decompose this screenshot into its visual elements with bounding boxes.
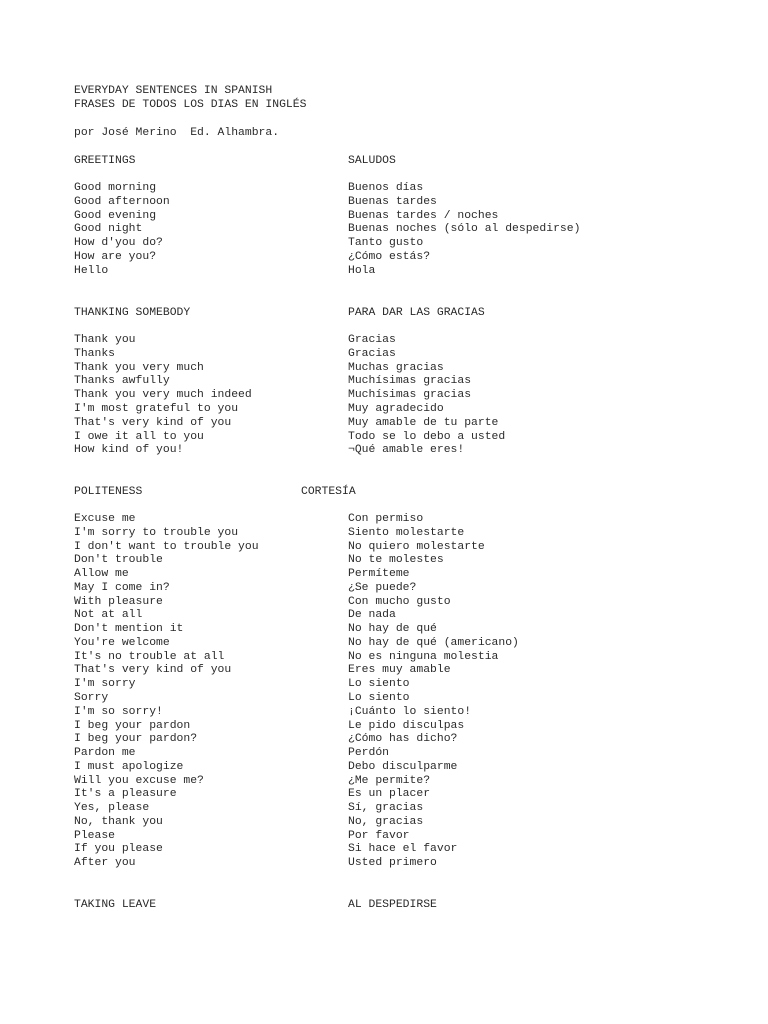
phrase-en: Good night <box>74 223 143 235</box>
phrase-es: ¿Me permite? <box>348 775 431 787</box>
section-heading-es: PARA DAR LAS GRACIAS <box>348 307 485 319</box>
section-heading-en: THANKING SOMEBODY <box>74 307 191 319</box>
phrase-es: Buenos días <box>348 182 424 194</box>
phrase-en: How are you? <box>74 251 157 263</box>
phrase-es: Gracias <box>348 334 396 346</box>
phrase-en: Pardon me <box>74 747 136 759</box>
document-author: por José Merino Ed. Alhambra. <box>74 127 280 139</box>
phrase-es: Muchas gracias <box>348 362 444 374</box>
phrase-en: Excuse me <box>74 513 136 525</box>
phrase-en: Thank you very much indeed <box>74 389 252 401</box>
phrase-en: I beg your pardon <box>74 720 191 732</box>
phrase-es: Usted primero <box>348 857 437 869</box>
phrase-es: Buenas tardes / noches <box>348 210 499 222</box>
phrase-en: Thanks <box>74 348 116 360</box>
phrase-es: No te molestes <box>348 554 444 566</box>
phrase-en: Sorry <box>74 692 109 704</box>
phrase-en: I'm sorry to trouble you <box>74 527 239 539</box>
phrase-en: Don't mention it <box>74 623 184 635</box>
phrase-en: I'm most grateful to you <box>74 403 239 415</box>
phrase-en: After you <box>74 857 136 869</box>
phrase-en: Not at all <box>74 609 143 621</box>
phrase-es: Buenas noches (sólo al despedirse) <box>348 223 581 235</box>
phrase-es: No hay de qué (americano) <box>348 637 519 649</box>
section-heading-en: GREETINGS <box>74 155 136 167</box>
phrase-en: Yes, please <box>74 802 150 814</box>
phrase-es: Buenas tardes <box>348 196 437 208</box>
phrase-es: Tanto gusto <box>348 237 424 249</box>
phrase-en: Hello <box>74 265 109 277</box>
phrase-en: Will you excuse me? <box>74 775 204 787</box>
phrase-en: Please <box>74 830 116 842</box>
phrase-es: Muchísimas gracias <box>348 375 472 387</box>
phrase-en: That's very kind of you <box>74 664 232 676</box>
phrase-es: Muchísimas gracias <box>348 389 472 401</box>
section-heading-en: TAKING LEAVE <box>74 899 157 911</box>
phrase-es: Con permiso <box>348 513 424 525</box>
phrase-es: No es ninguna molestia <box>348 651 499 663</box>
phrase-en: How kind of you! <box>74 444 184 456</box>
phrase-en: You're welcome <box>74 637 170 649</box>
phrase-es: Por favor <box>348 830 410 842</box>
phrase-en: It's a pleasure <box>74 788 177 800</box>
phrase-es: Lo siento <box>348 692 410 704</box>
phrase-en: How d'you do? <box>74 237 163 249</box>
phrase-es: Perdón <box>348 747 390 759</box>
phrase-es: ¬Qué amable eres! <box>348 444 465 456</box>
document-title-en: EVERYDAY SENTENCES IN SPANISH <box>74 85 273 97</box>
phrase-en: Good morning <box>74 182 157 194</box>
phrase-en: If you please <box>74 843 163 855</box>
phrase-es: No, gracias <box>348 816 424 828</box>
section-heading-es: AL DESPEDIRSE <box>348 899 437 911</box>
phrase-en: Good evening <box>74 210 157 222</box>
phrase-es: Hola <box>348 265 376 277</box>
section-heading-es: SALUDOS <box>348 155 396 167</box>
phrase-es: Lo siento <box>348 678 410 690</box>
phrase-es: Le pido disculpas <box>348 720 465 732</box>
phrase-es: No hay de qué <box>348 623 437 635</box>
phrase-en: I must apologize <box>74 761 184 773</box>
phrase-es: Muy amable de tu parte <box>348 417 499 429</box>
phrase-en: Thank you very much <box>74 362 204 374</box>
phrase-es: ¿Cómo estás? <box>348 251 431 263</box>
phrase-es: Debo disculparme <box>348 761 458 773</box>
phrase-es: Eres muy amable <box>348 664 451 676</box>
section-heading-en: POLITENESS <box>74 486 143 498</box>
phrase-en: May I come in? <box>74 582 170 594</box>
phrase-es: Si hace el favor <box>348 843 458 855</box>
phrase-en: With pleasure <box>74 596 163 608</box>
phrase-es: Muy agradecido <box>348 403 444 415</box>
phrase-en: I beg your pardon? <box>74 733 198 745</box>
section-heading-es: CORTESÍA <box>301 486 356 498</box>
phrase-es: Con mucho gusto <box>348 596 451 608</box>
phrase-en: Good afternoon <box>74 196 170 208</box>
phrase-es: Es un placer <box>348 788 431 800</box>
phrase-en: Thanks awfully <box>74 375 170 387</box>
phrase-en: That's very kind of you <box>74 417 232 429</box>
phrase-es: De nada <box>348 609 396 621</box>
phrase-en: Allow me <box>74 568 129 580</box>
phrase-es: Sí, gracias <box>348 802 424 814</box>
phrase-en: I don't want to trouble you <box>74 541 259 553</box>
phrase-en: Thank you <box>74 334 136 346</box>
phrase-es: Siento molestarte <box>348 527 465 539</box>
phrase-en: I owe it all to you <box>74 431 204 443</box>
phrase-en: It's no trouble at all <box>74 651 225 663</box>
phrase-en: Don't trouble <box>74 554 163 566</box>
phrase-es: ¡Cuánto lo siento! <box>348 706 472 718</box>
phrase-en: I'm sorry <box>74 678 136 690</box>
phrase-es: No quiero molestarte <box>348 541 485 553</box>
phrase-es: Gracias <box>348 348 396 360</box>
document-title-es: FRASES DE TODOS LOS DIAS EN INGLÉS <box>74 99 307 111</box>
phrase-en: I'm so sorry! <box>74 706 163 718</box>
phrase-es: Todo se lo debo a usted <box>348 431 506 443</box>
phrase-es: ¿Se puede? <box>348 582 417 594</box>
phrase-es: ¿Cómo has dicho? <box>348 733 458 745</box>
phrase-es: Permíteme <box>348 568 410 580</box>
phrase-en: No, thank you <box>74 816 163 828</box>
